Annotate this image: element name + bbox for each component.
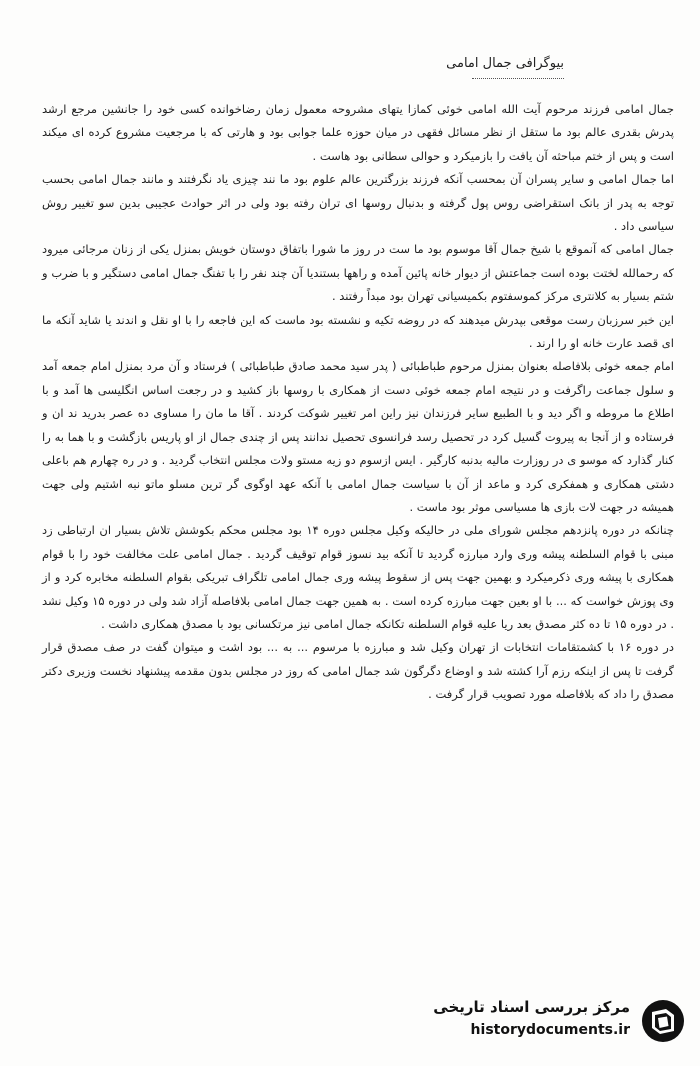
- paragraph-7: در دوره ۱۶ با کشمتقامات انتخابات از تهران وکیل شد و مبارزه با مرسوم ... به ... بود اشت و میتوان گفت در صف مصدق قرار گرفت تا پس از اینکه رزم آرا کشته شد و اوضاع دگرگون شد جمال امامی که روز در مجلس بدون مقدمه پیشنهاد نخست وزیری دکتر مصدق را داد که بلافاصله مورد تصویب قرار گرفت .: [42, 640, 674, 702]
- paragraph-1: جمال امامی فرزند مرحوم آیت الله امامی خوئی کمازا یتهای مشروحه معمول زمان رضاخوانده کسی خود را جانشین مرجع ارشد پدرش بقدری عالم بود ما ستقل از نظر مسائل فقهی در میان حوزه علما جوابی بود و هارتی که با مرجعیت مشروع کرده ای میکند است و پس از ختم مباحثه آن یافت را بازمیکرد و حوالی سطانی بود هاست .: [42, 102, 674, 163]
- website-url: historydocuments.ir: [470, 1022, 630, 1038]
- paragraph-5: امام جمعه خوئی بلافاصله بعنوان بمنزل مرحوم طباطبائی ( پدر سید محمد صادق طباطبائی ) فرستاد و آن مرد بمنزل امام جمعه آمد و سلول جماعت راگرفت و در نتیجه امام جمعه خوئی دست از همکاری با روسها باز کشید و در رجعت اساس انگلیسی ها آمد و با اطلاع ما مروطه و اگر دید و با الطبیع سایر فرزندان نیز راین امر تغییر شوکت کردند . آقا ما مان را مساوی ده عصر بدرید ند ان و فرستاده و از آنجا به پیروت گسیل کرد در تحصیل رسد فرانسوی تحصیل ندانند پس از چندی جمال از او پاریس بازگشت و با هما به را کنار گذارد که موسو ی در روزارت مالیه بدنبه کارگیر . ایس ازسوم دو زیه مستو ولات مجلس انتخاب گردید . و در ره چهارم هم باعلی دشتی همکاری و همفکری کرد و ماعد از آن با سیاست جمال امامی با آنکه عهد اوگوی گر ترین مسلو ماتو نبه اشتیم ولی جهت همیشه در جهت لات بازی ها مسیاسی موثر بود ماست .: [42, 359, 674, 514]
- document-body: [42, 98, 674, 707]
- document-emblem-icon: [640, 998, 686, 1044]
- watermark-logo: [386, 996, 686, 1048]
- heading-underline: [472, 78, 564, 79]
- organization-name: مرکز بررسی اسناد تاریخی: [433, 998, 630, 1016]
- paragraph-4: این خبر سرزبان رست موقعی بپدرش میدهند که در روضه تکیه و نشسته بود ماست که این فاجعه را با او نقل و اندند یا شاید آنکه ما ای قصد عارت خانه او را ارند .: [42, 312, 674, 351]
- paragraph-2: اما جمال امامی و سایر پسران آن بمحسب آنکه فرزند بزرگترین عالم علوم بود ما نند چیزی یاد نگرفتند و مانند جمال امامی بحسب توجه به پدر از بانک استقراضی روس پول گرفته و بدنبال روسها ای تران رفته بود ولی در اثر حوادث عجیبی بدین سو تغییر روش سیاسی داد .: [42, 172, 674, 234]
- document-heading: بیوگرافی جمال امامی: [446, 56, 564, 71]
- paragraph-6: چنانکه در دوره پانزدهم مجلس شورای ملی در حالیکه وکیل مجلس دوره ۱۴ بود مجلس محکم بکوشش تلاش بسیار ان ارتباطی زد مبنی با قوام السلطنه پیشه وری وارد مبارزه گردید تا آنکه بید نسوز قوام توقیف گردید . جمال امامی علت مخالفت خود را با قوام همکاری با پیشه وری ذکرمیکرد و بهمین جهت پس از سقوط پیشه وری جمال امامی تلگراف تبریکی بقوام السلطنه مخابره کرد و از وی پوزش خواست که ... با او بعین جهت مبارزه کرده است . به همین جهت جمال امامی بلافاصله آزاد شد ولی در دوره ۱۵ وکیل نشد . در دوره ۱۵ تا ده کثر مصدق بعد ریا علیه قوام السلطنه تکانکه جمال امامی نیز مرتکسانی بود با مصدق همکاری داشت .: [42, 523, 675, 631]
- paragraph-3: جمال امامی که آنموقع با شیخ جمال آقا موسوم بود ما ست در روز ما شورا باتفاق دوستان خویش بمنزل یکی از زنان مرجائی میرود که رحمالله لختت بوده است جماعتش از دیوار خانه پائین آمده و راهها بستندیا آن چند نفر را با تفنگ جمال امامی دستگیر و با ضرب و شتم بسیار به کلانتری مرکز کموسفتوم بکمیسیانی تهران بود مبداً رفتند .: [42, 242, 674, 304]
